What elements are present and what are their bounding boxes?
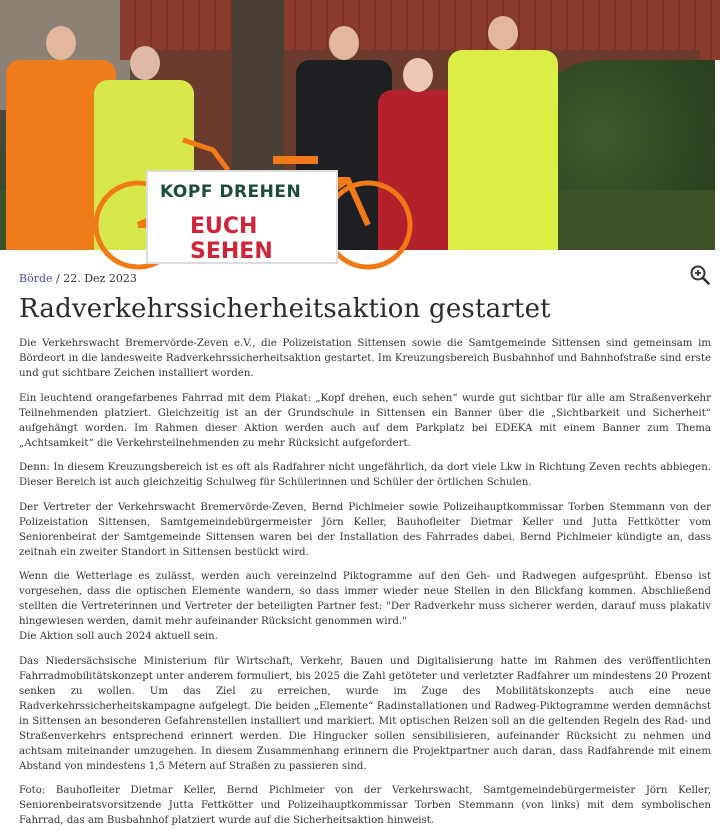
sign-text-top: KOPF DREHEN xyxy=(160,182,302,202)
sign-text-bottom: EUCH SEHEN xyxy=(190,214,273,264)
photo-caption: Foto: Bauhofleiter Dietmar Keller, Bernd Pichlmeier von der Verkehrswacht, Samtgemeindebürgermeister Jörn Keller, Seniorenbeiratsvorsitzende Jutta Fettkötter und Polizeihauptkommissar Torben Stemmann (von links) mit dem symbolischen Fahrrad, das am Busbahnhof platziert wurde auf die Sicherheitsaktion hinweist. xyxy=(19,785,711,826)
article-paragraph: Ein leuchtend orangefarbenes Fahrrad mit dem Plakat: „Kopf drehen, euch sehen“ wurde gut sichtbar für alle am Straßenverkehr Teilnehmenden platziert. Gleichzeitig ist an der Grundschule in Sittensen ein Banner über die „Sichtbarkeit und Sicherheit“ aufgehängt worden. Im Rahmen dieser Aktion werden auch auf dem Parkplatz bei EDEKA mit einem Banner zum Thema „Achtsamkeit“ die Verkehrsteilnehmenden zu mehr Rücksicht aufgefordert. xyxy=(19,392,711,449)
poster-sign xyxy=(146,170,338,264)
article-photo xyxy=(0,0,715,264)
article-paragraph: Das Niedersächsische Ministerium für Wirtschaft, Verkehr, Bauen und Digitalisierung hatte im Rahmen des veröffentlichten Fahrradmobilitätskonzept unter anderem formuliert, bis 2025 die Zahl getöteter und verletzter Radfahrer um mindestens 20 Prozent senken zu wollen. Um das Ziel zu erreichen, wurde im Zuge des Mobilitätskonzepts auch eine neue Radverkehrssicherheitskampagne aufgelegt. Die beiden „Elemente“ Radinstallationen und Radweg-Piktogramme werden demnächst in Sittensen an besonderen Gefahrenstellen installiert und markiert. Mit optischen Reizen soll an die geltenden Regeln des Rad- und Straßenverkehrs entsprechend erinnert werden. Die Hingucker sollen sensibilisieren, aufeinander Rücksicht zu nehmen und achtsam miteinander umzugehen. In diesem Zusammenhang erinnern die Projektpartner auch daran, dass Radfahrende mit einem Abstand von mindestens 1,5 Metern auf Straßen zu passieren sind. xyxy=(19,655,711,772)
category-link[interactable]: Börde xyxy=(19,272,53,285)
article-paragraph: Die Verkehrswacht Bremervörde-Zeven e.V., die Polizeistation Sittensen sowie die Samtgemeinde Sittensen sind gemeinsam im Bördeort in die landesweite Radverkehrssicherheitsaktion gestartet. Im Kreuzungsbereich Busbahnhof und Bahnhofstraße sind erste und gut sichtbare Zeichen installiert worden. xyxy=(19,338,711,379)
meta-separator: / xyxy=(56,272,60,285)
article-title: Radverkehrssicherheitsaktion gestartet xyxy=(19,294,551,324)
article-paragraph: Der Vertreter der Verkehrswacht Bremervörde-Zeven, Bernd Pichlmeier sowie Polizeihauptkommissar Torben Stemmann von der Polizeistation Sittensen, Samtgemeindebürgermeister Jörn Keller, Bauhofleiter Dietmar Keller und Jutta Fettkötter vom Seniorenbeirat der Samtgemeinde Sittensen waren bei der Installation des Fahrrades dabei. Bernd Pichlmeier kündigte an, dass zeitnah ein zweiter Standort in Sittensen bestückt wird. xyxy=(19,501,711,558)
article-paragraph: Denn: In diesem Kreuzungsbereich ist es oft als Radfahrer nicht ungefährlich, da dort viele Lkw in Richtung Zeven rechts abbiegen. Dieser Bereich ist auch gleichzeitig Schulweg für Schülerinnen und Schüler der örtlichen Schulen. xyxy=(19,462,711,488)
person-5 xyxy=(448,50,558,250)
article xyxy=(19,260,711,838)
article-paragraph: Wenn die Wetterlage es zulässt, werden auch vereinzelnd Piktogramme auf den Geh- und Radwegen aufgesprüht. Ebenso ist vorgesehen, dass die optischen Elemente wandern, so dass immer wieder neue Stellen in den Blickfang kommen. Abschließend stellten die Vertreterinnen und Vertreter der beteiligten Partner fest: "Der Radverkehr muss sicherer werden, darauf muss plakativ hingewiesen werden, damit mehr aufeinander Rücksicht genommen wird." Die Aktion soll auch 2024 aktuell sein. xyxy=(19,571,711,642)
meta-line xyxy=(19,272,137,285)
article-body xyxy=(19,336,711,828)
zoom-in-icon[interactable] xyxy=(689,264,711,286)
article-date: 22. Dez 2023 xyxy=(63,272,137,285)
article-meta xyxy=(19,260,711,294)
